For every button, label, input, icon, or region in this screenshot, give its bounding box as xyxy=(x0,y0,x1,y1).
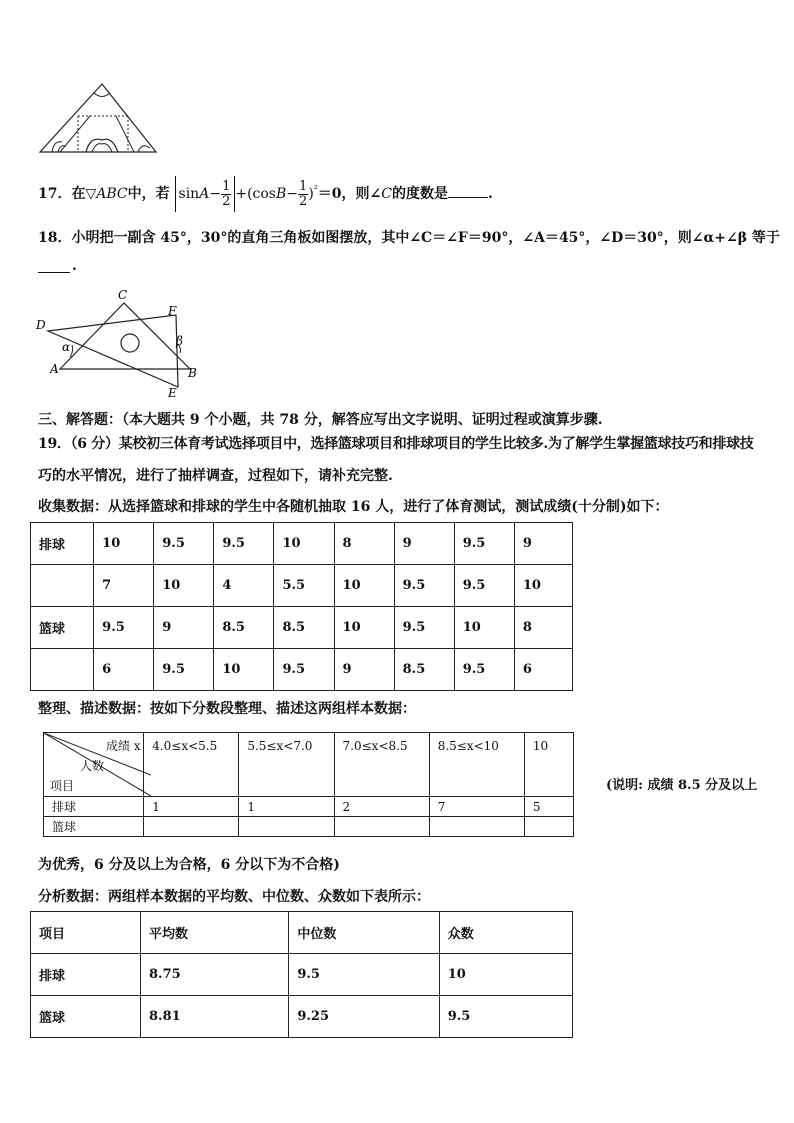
label-A: A xyxy=(50,362,59,376)
collect-data-text: 收集数据：从选择篮球和排球的学生中各随机抽取 16 人，进行了体育测试，测试成绩(十分制)如下： xyxy=(38,499,669,515)
label-beta: β xyxy=(176,334,183,348)
analyze-data-text: 分析数据：两组样本数据的平均数、中位数、众数如下表所示： xyxy=(38,889,430,905)
note-part2: 为优秀，6 分及以上为合格，6 分以下为不合格) xyxy=(38,857,340,873)
triangle-figure xyxy=(38,80,160,156)
label-C: C xyxy=(118,288,128,302)
table-row: 篮球 xyxy=(44,817,574,837)
organize-data-text: 整理、描述数据：按如下分数段整理、描述这两组样本数据： xyxy=(38,701,416,717)
table-row: 7 10 4 5.5 10 9.5 9.5 10 xyxy=(31,565,573,607)
note-part1: (说明: 成绩 8.5 分及以上 xyxy=(606,778,758,793)
table-row: 排球 10 9.5 9.5 10 8 9 9.5 9 xyxy=(31,523,573,565)
question-18-line1: 18．小明把一副含 45°，30°的直角三角板如图摆放，其中∠C＝∠F＝90°，∠A＝45°，∠D＝30°，则∠α+∠β 等于 xyxy=(38,230,780,246)
label-B: B xyxy=(188,366,197,380)
label-D: D xyxy=(36,318,46,332)
label-alpha: α xyxy=(62,340,71,354)
table-row: 排球 1 1 2 7 5 xyxy=(44,797,574,817)
table-row: 6 9.5 10 9.5 9 8.5 9.5 6 xyxy=(31,649,573,691)
triangles-figure xyxy=(30,285,210,400)
frequency-table xyxy=(43,732,574,837)
table-row: 排球 8.75 9.5 10 xyxy=(31,954,573,996)
label-F: F xyxy=(168,304,177,318)
table-row: 篮球 8.81 9.25 9.5 xyxy=(31,996,573,1038)
table-row: 项目 平均数 中位数 众数 xyxy=(31,912,573,954)
table-row: 成绩 x 人数 项目 4.0≤x<5.5 5.5≤x<7.0 7.0≤x<8.5 8.5≤x<10 10 xyxy=(44,733,574,797)
label-E: E xyxy=(168,386,177,400)
raw-score-table xyxy=(30,522,573,691)
question-17: 17．在▽ABC中，若 sinA− $\frac{1}{2}$ +(cosB− $\frac{1}{2}$ )$^{^2}$＝0，则∠C的度数是 . xyxy=(38,176,493,212)
table-row: 篮球 9.5 9 8.5 8.5 10 9.5 10 8 xyxy=(31,607,573,649)
stats-table xyxy=(30,911,573,1038)
diagonal-header-cell: 成绩 x 人数 项目 xyxy=(44,733,144,797)
section-3-heading: 三、解答题：（本大题共 9 个小题，共 78 分，解答应写出文字说明、证明过程或演算步骤. xyxy=(38,412,603,428)
answer-blank xyxy=(38,260,70,273)
question-19-line2: 巧的水平情况，进行了抽样调查，过程如下，请补充完整. xyxy=(38,468,393,484)
question-19-line1: 19．（6 分）某校初三体育考试选择项目中，选择篮球项目和排球项目的学生比较多.为了解学生掌握篮球技巧和排球技 xyxy=(38,436,754,452)
answer-blank xyxy=(448,183,488,198)
